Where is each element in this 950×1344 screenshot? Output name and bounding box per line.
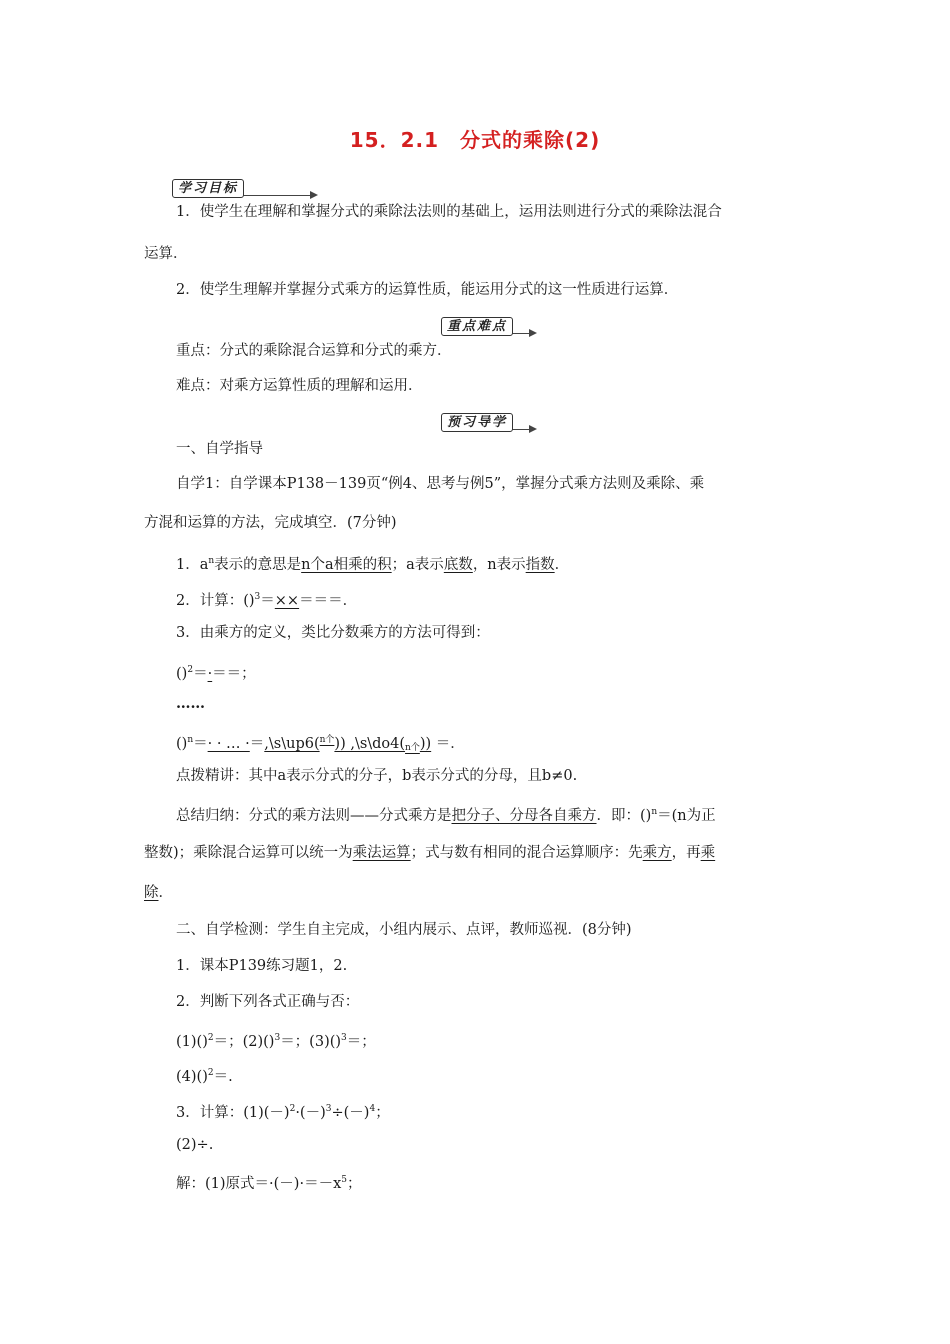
answer-blank: n个a相乘的积 <box>301 557 392 573</box>
detection-2: 2．判断下列各式正确与否： <box>176 994 360 1010</box>
summary-line-1: 总结归纳：分式的乘方法则——分式乘方是把分子、分母各自乘方．即：()$^n$＝(n为正 <box>176 807 716 824</box>
answer-blank: 乘法运算 <box>352 845 411 861</box>
detection-3: 3．计算：$(1)(-)^2\cdot(-)^3\div(-)^4$； <box>176 1104 390 1121</box>
self-study-1-line-1: 自学1：自学课本P138－139页“例4、思考与例5”，掌握分式乘方法则及乘除、乘 <box>176 476 705 492</box>
banner-label: 预习导学 <box>441 413 513 432</box>
part-2-heading: 二、自学检测：学生自主完成，小组内展示、点评，教师巡视．(8分钟) <box>176 922 632 938</box>
detection-3-part-2: (2)÷. <box>176 1137 214 1153</box>
answer-blank: 底数 <box>443 557 473 573</box>
question-2: 2．计算：()$^3$＝××＝＝＝． <box>176 592 358 609</box>
tip: 点拨精讲：其中a表示分式的分子，b表示分式的分母，且b≠0. <box>176 768 578 784</box>
solution: 解：(1)原式$=\cdot(-)\cdot=-x^5$； <box>176 1175 362 1192</box>
answer-blank: )) <box>419 736 432 752</box>
answer-blank: ×× <box>274 593 300 609</box>
goal-1-line-1: 1．使学生在理解和掌握分式的乘除法法则的基础上，运用法则进行分式的乘除法混合 <box>176 204 722 220</box>
arrow-icon <box>236 195 316 196</box>
answer-blank: · · … · <box>207 736 250 752</box>
question-3-nth-power: ()$^n$＝· · … ·＝,\s\up6($^{n个}$)) $,\backslash s\backslash do4(_{n个})$) ＝． <box>176 735 465 753</box>
detection-2-items-1-3: (1)()$^2$＝；(2)()$^3$＝；(3)()$^3$＝； <box>176 1033 376 1050</box>
ellipsis: …… <box>176 695 205 712</box>
banner-label: 重点难点 <box>441 317 513 336</box>
banner-label: 学习目标 <box>172 179 244 198</box>
key-point: 重点：分式的乘除混合运算和分式的乘方． <box>176 343 452 359</box>
question-3-square: ()$^2$＝·＝＝； <box>176 665 256 682</box>
goal-1-line-2: 运算． <box>144 246 188 262</box>
answer-blank: 乘方 <box>642 845 672 861</box>
difficult-point: 难点：对乘方运算性质的理解和运用． <box>176 378 423 394</box>
question-1: 1．$a^n$表示的意思是n个a相乘的积；a表示底数，n表示指数． <box>176 556 570 573</box>
goal-2: 2．使学生理解并掌握分式乘方的运算性质，能运用分式的这一性质进行运算． <box>176 282 679 298</box>
self-study-1-line-2: 方混和运算的方法，完成填空．(7分钟) <box>144 515 397 531</box>
page-title: 15．2.1 分式的乘除(2) <box>349 128 601 152</box>
part-1-heading: 一、自学指导 <box>176 441 263 457</box>
answer-blank: 指数 <box>525 557 555 573</box>
answer-blank: ,\s\up6( <box>264 736 320 752</box>
summary-line-2: 整数)；乘除混合运算可以统一为乘法运算；式与数有相同的混合运算顺序：先乘方，再乘 <box>144 845 716 861</box>
summary-line-3: 除． <box>144 885 173 901</box>
section-banner-keypoints <box>441 314 535 336</box>
detection-2-item-4: (4)()$^2$＝. <box>176 1068 233 1085</box>
answer-blank: · <box>207 666 213 682</box>
answer-blank: 除 <box>144 885 159 901</box>
answer-blank: )) ,\s\do4( <box>334 736 406 752</box>
question-3: 3．由乘方的定义，类比分数乘方的方法可得到： <box>176 625 490 641</box>
detection-1: 1．课本P139练习题1，2. <box>176 958 348 974</box>
answer-blank: 乘 <box>700 845 716 861</box>
answer-blank: 把分子、分母各自乘方 <box>451 808 597 824</box>
section-banner-goals <box>172 176 316 198</box>
section-banner-preview <box>441 410 535 432</box>
